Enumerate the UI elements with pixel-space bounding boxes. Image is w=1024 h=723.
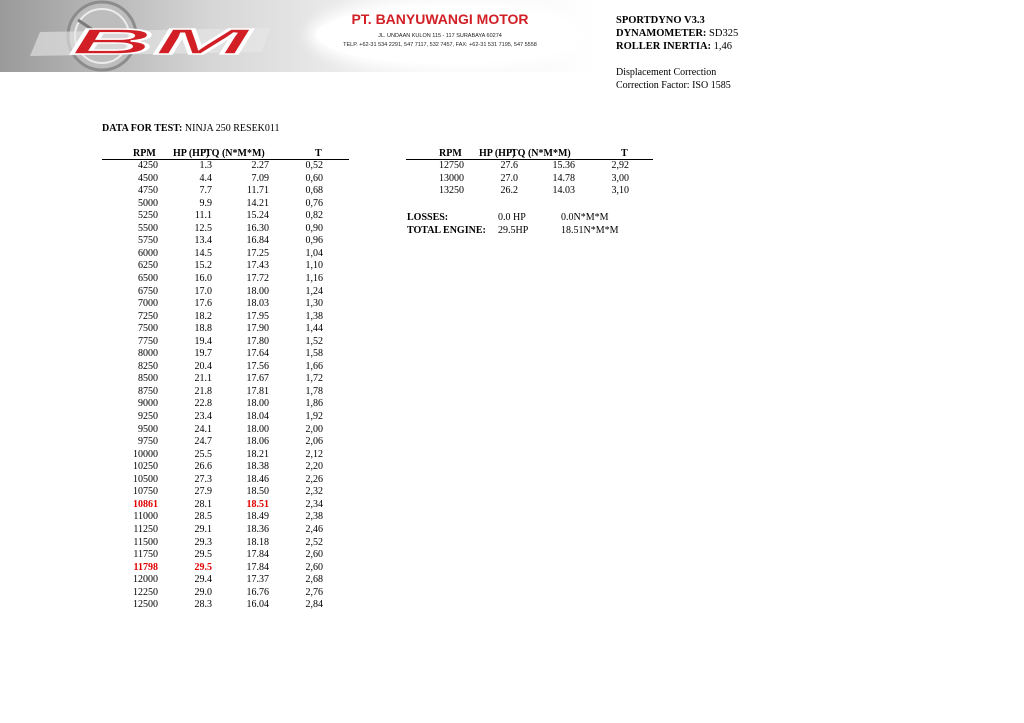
cell-t: 3,00 <box>611 172 629 184</box>
table-row <box>102 449 349 461</box>
cell-t: 2,20 <box>305 461 323 473</box>
table-row <box>102 336 349 348</box>
cell-hp: 14.5 <box>194 247 212 259</box>
cell-t: 0,82 <box>305 210 323 222</box>
table-row <box>102 286 349 298</box>
cell-rpm: 8500 <box>138 373 158 385</box>
col-header-t: T <box>621 148 628 159</box>
cell-tq: 16.84 <box>246 235 269 247</box>
total-engine-label: TOTAL ENGINE: <box>407 225 486 236</box>
cell-rpm: 7500 <box>138 323 158 335</box>
losses-tq: 0.0N*M*M <box>561 212 609 223</box>
dynamometer-line <box>616 28 738 39</box>
cell-tq: 17.84 <box>246 549 269 561</box>
table-row <box>102 424 349 436</box>
table-row <box>102 173 349 185</box>
cell-t: 0,60 <box>305 172 323 184</box>
cell-rpm: 11000 <box>133 511 158 523</box>
table-row <box>406 185 653 197</box>
cell-t: 1,38 <box>305 310 323 322</box>
cell-hp: 17.6 <box>194 298 212 310</box>
table-row <box>102 210 349 222</box>
cell-rpm: 12250 <box>133 586 158 598</box>
cell-tq: 16.30 <box>246 222 269 234</box>
cell-t: 2,06 <box>305 436 323 448</box>
cell-t: 2,32 <box>305 486 323 498</box>
cell-rpm: 10500 <box>133 473 158 485</box>
cell-hp: 27.9 <box>194 486 212 498</box>
cell-tq: 17.90 <box>246 323 269 335</box>
cell-tq: 17.64 <box>246 348 269 360</box>
cell-rpm: 6500 <box>138 272 158 284</box>
table-row <box>102 436 349 448</box>
cell-hp: 29.4 <box>194 574 212 586</box>
cell-hp: 20.4 <box>194 360 212 372</box>
cell-rpm: 12750 <box>439 160 464 171</box>
cell-hp: 24.1 <box>194 423 212 435</box>
cell-tq: 18.21 <box>246 448 269 460</box>
cell-rpm: 11250 <box>133 523 158 535</box>
company-phone: TELP. +62-31 534 2291, 547 7117, 532 7457, FAX: +62-31 531 7195, 547 5558 <box>343 42 537 48</box>
cell-t: 2,92 <box>611 160 629 171</box>
header-banner <box>0 0 600 72</box>
cell-t: 1,66 <box>305 360 323 372</box>
table-row <box>102 599 349 611</box>
cell-hp: 25.5 <box>194 448 212 460</box>
cell-rpm: 5500 <box>138 222 158 234</box>
cell-tq: 15.24 <box>246 210 269 222</box>
cell-hp: 1.3 <box>199 160 212 171</box>
cell-tq: 17.84 <box>246 561 269 573</box>
table-row <box>102 273 349 285</box>
correction-factor: Correction Factor: ISO 1585 <box>616 80 731 91</box>
bm-logo <box>0 0 300 72</box>
table-row <box>102 373 349 385</box>
dyno-table-right <box>406 148 653 208</box>
cell-tq: 17.25 <box>246 247 269 259</box>
cell-hp: 11.1 <box>194 210 212 222</box>
table-row <box>102 260 349 272</box>
total-engine-hp: 29.5HP <box>498 225 529 236</box>
cell-tq: 16.76 <box>246 586 269 598</box>
cell-hp: 4.4 <box>199 172 212 184</box>
cell-tq: 18.51 <box>246 498 269 510</box>
cell-rpm: 10250 <box>133 461 158 473</box>
cell-rpm: 6750 <box>138 285 158 297</box>
cell-tq: 18.18 <box>246 536 269 548</box>
cell-t: 2,60 <box>305 549 323 561</box>
cell-rpm: 9500 <box>138 423 158 435</box>
cell-tq: 18.04 <box>246 411 269 422</box>
table-row <box>102 160 349 172</box>
cell-tq: 18.00 <box>246 398 269 410</box>
table-row <box>102 185 349 197</box>
cell-hp: 18.2 <box>194 310 212 322</box>
table-row <box>102 537 349 549</box>
cell-hp: 27.0 <box>500 172 518 184</box>
roller-inertia-line <box>616 41 732 52</box>
cell-rpm: 11750 <box>133 549 158 561</box>
cell-t: 2,38 <box>305 511 323 523</box>
test-label: DATA FOR TEST: <box>102 123 183 134</box>
cell-hp: 26.6 <box>194 461 212 473</box>
cell-rpm: 9000 <box>138 398 158 410</box>
cell-tq: 18.00 <box>246 285 269 297</box>
col-header-rpm: RPM <box>133 148 156 159</box>
table-row <box>102 411 349 423</box>
cell-hp: 17.0 <box>194 285 212 297</box>
losses-label: LOSSES: <box>407 212 449 223</box>
table-row <box>102 223 349 235</box>
table-row <box>406 173 653 185</box>
col-header-hp: HP (HP) <box>479 148 516 159</box>
cell-t: 1,04 <box>305 247 323 259</box>
cell-t: 1,58 <box>305 348 323 360</box>
cell-tq: 18.46 <box>246 473 269 485</box>
cell-rpm: 11500 <box>133 536 158 548</box>
cell-tq: 14.21 <box>246 197 269 209</box>
cell-t: 1,44 <box>305 323 323 335</box>
dyno-table-left <box>102 148 349 628</box>
cell-hp: 21.1 <box>194 373 212 385</box>
cell-tq: 15.36 <box>552 160 575 171</box>
cell-rpm: 11798 <box>133 561 158 573</box>
cell-rpm: 13250 <box>439 185 464 197</box>
cell-hp: 22.8 <box>194 398 212 410</box>
company-name: PT. BANYUWANGI MOTOR <box>351 11 529 27</box>
cell-t: 2,68 <box>305 574 323 586</box>
table-row <box>102 361 349 373</box>
table-row <box>102 486 349 498</box>
cell-rpm: 4500 <box>138 172 158 184</box>
cell-rpm: 13000 <box>439 172 464 184</box>
table-row <box>102 398 349 410</box>
cell-hp: 18.8 <box>194 323 212 335</box>
company-address: JL. UNDAAN KULON 115 - 117 SURABAYA 60274 <box>378 33 502 39</box>
cell-hp: 28.1 <box>194 498 212 510</box>
cell-tq: 17.80 <box>246 335 269 347</box>
cell-hp: 9.9 <box>199 197 212 209</box>
cell-t: 0,68 <box>305 185 323 197</box>
dynamometer-value: SD325 <box>709 28 739 39</box>
cell-t: 2,52 <box>305 536 323 548</box>
table-row <box>102 524 349 536</box>
table-row <box>102 474 349 486</box>
table-row <box>102 461 349 473</box>
cell-rpm: 7750 <box>138 335 158 347</box>
cell-tq: 18.49 <box>246 511 269 523</box>
cell-t: 1,24 <box>305 285 323 297</box>
cell-rpm: 5750 <box>138 235 158 247</box>
losses-hp: 0.0 HP <box>498 212 526 223</box>
test-line <box>102 123 280 134</box>
cell-hp: 23.4 <box>194 411 212 422</box>
sportdyno-version: SPORTDYNO V3.3 <box>616 15 705 26</box>
cell-hp: 7.7 <box>199 185 212 197</box>
cell-tq: 18.06 <box>246 436 269 448</box>
table-row <box>102 248 349 260</box>
cell-t: 1,92 <box>305 411 323 422</box>
cell-hp: 28.5 <box>194 511 212 523</box>
cell-rpm: 10861 <box>133 498 158 510</box>
table-row <box>102 574 349 586</box>
table-row <box>102 499 349 511</box>
cell-rpm: 5250 <box>138 210 158 222</box>
cell-tq: 11.71 <box>246 185 269 197</box>
cell-rpm: 4250 <box>138 160 158 171</box>
col-header-tq: TQ (N*M*M) <box>511 148 571 159</box>
cell-t: 2,46 <box>305 523 323 535</box>
table-row <box>102 549 349 561</box>
cell-hp: 24.7 <box>194 436 212 448</box>
test-name: NINJA 250 RESEK011 <box>184 123 280 134</box>
cell-t: 3,10 <box>611 185 629 197</box>
cell-rpm: 9250 <box>138 411 158 422</box>
cell-t: 2,12 <box>305 448 323 460</box>
cell-hp: 27.6 <box>500 160 518 171</box>
cell-hp: 21.8 <box>194 385 212 397</box>
displacement-correction: Displacement Correction <box>616 67 717 78</box>
cell-tq: 17.72 <box>246 272 269 284</box>
cell-t: 0,52 <box>305 160 323 171</box>
cell-tq: 14.78 <box>552 172 575 184</box>
table-row <box>102 198 349 210</box>
cell-t: 1,72 <box>305 373 323 385</box>
table-row <box>102 311 349 323</box>
cell-rpm: 7250 <box>138 310 158 322</box>
cell-tq: 18.36 <box>246 523 269 535</box>
logo-text: BM <box>70 21 254 62</box>
cell-t: 2,60 <box>305 561 323 573</box>
cell-rpm: 6000 <box>138 247 158 259</box>
cell-tq: 17.81 <box>246 385 269 397</box>
cell-tq: 17.95 <box>246 310 269 322</box>
cell-tq: 14.03 <box>552 185 575 197</box>
table-row <box>102 348 349 360</box>
roller-inertia-value: 1,46 <box>713 41 733 52</box>
cell-hp: 29.5 <box>194 549 212 561</box>
col-header-tq: TQ (N*M*M) <box>205 148 265 159</box>
cell-rpm: 4750 <box>138 185 158 197</box>
cell-rpm: 10750 <box>133 486 158 498</box>
cell-t: 1,78 <box>305 385 323 397</box>
table-row <box>102 235 349 247</box>
cell-tq: 2.27 <box>251 160 269 171</box>
cell-t: 1,30 <box>305 298 323 310</box>
cell-hp: 19.7 <box>194 348 212 360</box>
table-row <box>102 511 349 523</box>
cell-tq: 18.03 <box>246 298 269 310</box>
cell-t: 1,52 <box>305 335 323 347</box>
cell-hp: 29.1 <box>194 523 212 535</box>
cell-hp: 26.2 <box>500 185 518 197</box>
cell-tq: 16.04 <box>246 599 269 611</box>
cell-rpm: 8250 <box>138 360 158 372</box>
col-header-hp: HP (HP) <box>173 148 210 159</box>
cell-rpm: 8000 <box>138 348 158 360</box>
table-row <box>406 160 653 172</box>
table-row <box>102 386 349 398</box>
cell-hp: 27.3 <box>194 473 212 485</box>
cell-rpm: 7000 <box>138 298 158 310</box>
table-row <box>102 323 349 335</box>
cell-hp: 19.4 <box>194 335 212 347</box>
cell-tq: 17.37 <box>246 574 269 586</box>
cell-tq: 17.67 <box>246 373 269 385</box>
cell-rpm: 5000 <box>138 197 158 209</box>
cell-rpm: 6250 <box>138 260 158 272</box>
cell-t: 2,34 <box>305 498 323 510</box>
cell-hp: 29.3 <box>194 536 212 548</box>
col-header-t: T <box>315 148 322 159</box>
cell-hp: 16.0 <box>194 272 212 284</box>
cell-t: 2,26 <box>305 473 323 485</box>
cell-rpm: 12000 <box>133 574 158 586</box>
cell-tq: 17.56 <box>246 360 269 372</box>
cell-tq: 18.50 <box>246 486 269 498</box>
cell-t: 0,76 <box>305 197 323 209</box>
total-engine-tq: 18.51N*M*M <box>561 225 619 236</box>
cell-t: 2,00 <box>305 423 323 435</box>
cell-t: 1,16 <box>305 272 323 284</box>
cell-tq: 18.00 <box>246 423 269 435</box>
cell-t: 1,10 <box>305 260 323 272</box>
cell-hp: 29.5 <box>194 561 212 573</box>
cell-t: 0,96 <box>305 235 323 247</box>
cell-hp: 28.3 <box>194 599 212 611</box>
cell-hp: 13.4 <box>194 235 212 247</box>
cell-rpm: 10000 <box>133 448 158 460</box>
cell-t: 0,90 <box>305 222 323 234</box>
cell-hp: 15.2 <box>194 260 212 272</box>
cell-tq: 7.09 <box>251 172 269 184</box>
dynamometer-label: DYNAMOMETER: <box>616 28 707 39</box>
cell-hp: 29.0 <box>194 586 212 598</box>
cell-t: 1,86 <box>305 398 323 410</box>
cell-tq: 17.43 <box>246 260 269 272</box>
table-row <box>102 562 349 574</box>
cell-t: 2,84 <box>305 599 323 611</box>
table-row <box>102 587 349 599</box>
cell-rpm: 8750 <box>138 385 158 397</box>
cell-hp: 12.5 <box>194 222 212 234</box>
roller-inertia-label: ROLLER INERTIA: <box>616 41 712 52</box>
cell-tq: 18.38 <box>246 461 269 473</box>
cell-t: 2,76 <box>305 586 323 598</box>
cell-rpm: 12500 <box>133 599 158 611</box>
cell-rpm: 9750 <box>138 436 158 448</box>
col-header-rpm: RPM <box>439 148 462 159</box>
table-row <box>102 298 349 310</box>
